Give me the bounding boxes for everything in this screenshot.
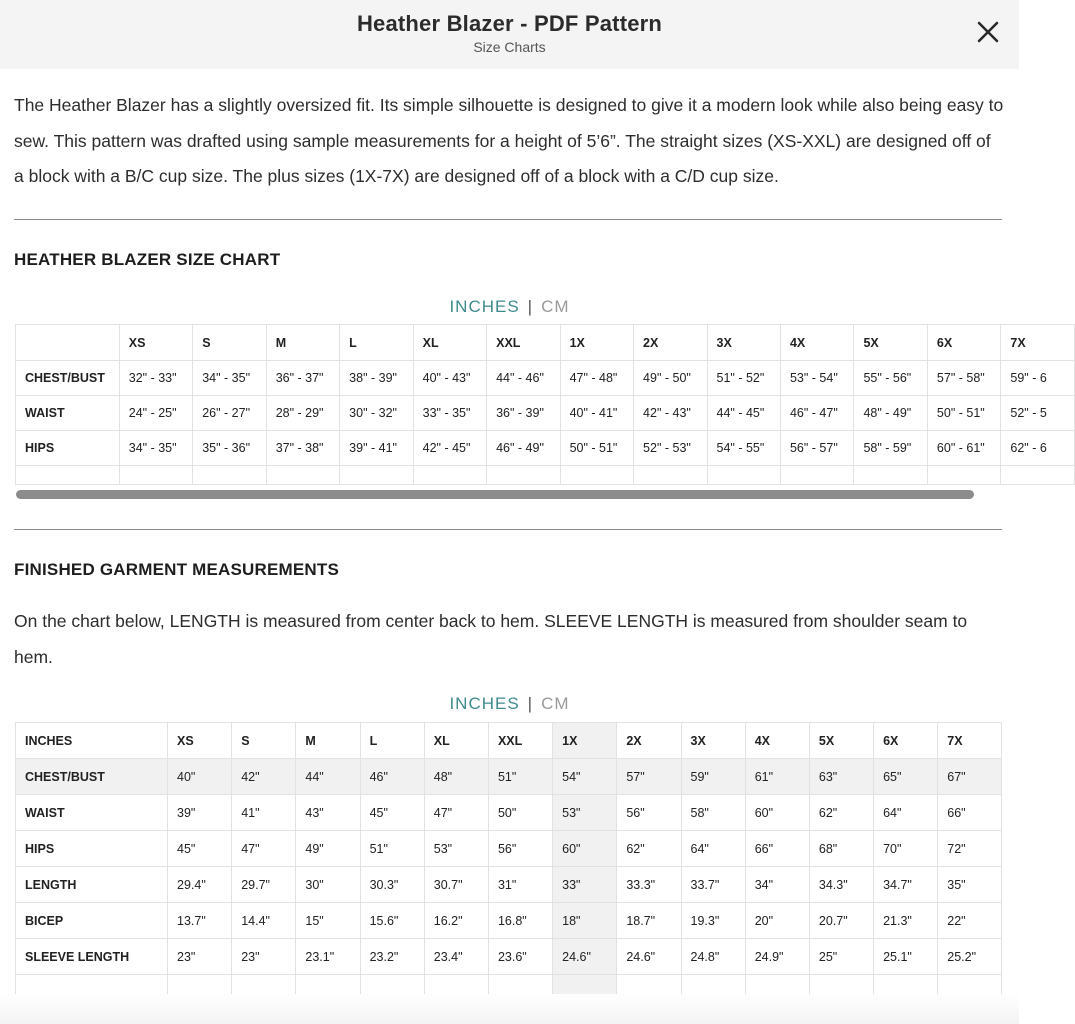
table-cell: 46" - 47" xyxy=(780,396,853,431)
table-cell: 56" xyxy=(617,795,681,831)
table-row xyxy=(16,431,1075,466)
column-header: XXL xyxy=(488,723,552,759)
unit-inches-tab[interactable]: INCHES xyxy=(449,694,520,713)
table-cell: 37" - 38" xyxy=(266,431,339,466)
table-cell: 64" xyxy=(681,831,745,867)
empty-row xyxy=(16,466,1075,485)
table-cell: 72" xyxy=(938,831,1002,867)
table-cell: 44" - 46" xyxy=(487,361,560,396)
column-header: 6X xyxy=(874,723,938,759)
table-cell: 18.7" xyxy=(617,903,681,939)
table-cell: 65" xyxy=(874,759,938,795)
table-cell: 16.2" xyxy=(424,903,488,939)
table-cell: 60" xyxy=(553,831,617,867)
table-cell xyxy=(745,975,809,995)
column-header: XL xyxy=(424,723,488,759)
table-cell: 63" xyxy=(809,759,873,795)
table-cell xyxy=(360,975,424,995)
table-header-row xyxy=(16,723,1002,759)
table-cell: 59" - 6 xyxy=(1001,361,1075,396)
table-cell xyxy=(707,466,780,485)
row-label: CHEST/BUST xyxy=(16,759,168,795)
table-cell: 48" - 49" xyxy=(854,396,927,431)
table-cell: 67" xyxy=(938,759,1002,795)
table-cell: 38" - 39" xyxy=(340,361,413,396)
table-cell xyxy=(874,975,938,995)
column-header: 3X xyxy=(681,723,745,759)
table-cell: 33" - 35" xyxy=(413,396,486,431)
table-cell: 18" xyxy=(553,903,617,939)
size-chart-table xyxy=(15,324,1075,485)
table-cell: 68" xyxy=(809,831,873,867)
column-header: XL xyxy=(413,325,486,361)
table-cell: 19.3" xyxy=(681,903,745,939)
column-header: 6X xyxy=(927,325,1000,361)
table-cell xyxy=(340,466,413,485)
table-row xyxy=(16,903,1002,939)
table-cell: 50" - 51" xyxy=(560,431,633,466)
table-cell: 43" xyxy=(296,795,360,831)
table-cell: 24.9" xyxy=(745,939,809,975)
column-header: 5X xyxy=(854,325,927,361)
table-cell xyxy=(266,466,339,485)
table-cell xyxy=(938,975,1002,995)
table-row xyxy=(16,795,1002,831)
table-cell: 13.7" xyxy=(168,903,232,939)
table-cell: 30.3" xyxy=(360,867,424,903)
table-cell: 20.7" xyxy=(809,903,873,939)
size-chart-unit-toggle xyxy=(0,297,1019,317)
table-cell: 33" xyxy=(553,867,617,903)
table-cell: 46" - 49" xyxy=(487,431,560,466)
table-cell: 25.2" xyxy=(938,939,1002,975)
table-cell xyxy=(1001,466,1075,485)
unit-separator: | xyxy=(527,297,534,316)
table-cell: 21.3" xyxy=(874,903,938,939)
garment-table-area xyxy=(15,722,1002,995)
table-cell: 23.6" xyxy=(488,939,552,975)
table-cell: 50" - 51" xyxy=(927,396,1000,431)
table-cell: 30.7" xyxy=(424,867,488,903)
table-cell: 58" xyxy=(681,795,745,831)
divider xyxy=(14,219,1002,220)
unit-inches-tab[interactable]: INCHES xyxy=(449,297,520,316)
column-header: 7X xyxy=(938,723,1002,759)
table-cell: 40" - 43" xyxy=(413,361,486,396)
table-cell: 44" - 45" xyxy=(707,396,780,431)
table-cell xyxy=(617,975,681,995)
table-cell: 24.8" xyxy=(681,939,745,975)
column-header: S xyxy=(232,723,296,759)
table-row xyxy=(16,867,1002,903)
table-cell: 30" xyxy=(296,867,360,903)
modal-title: Heather Blazer - PDF Pattern xyxy=(356,11,663,36)
column-header: 7X xyxy=(1001,325,1075,361)
table-cell: 23" xyxy=(168,939,232,975)
column-header: 3X xyxy=(707,325,780,361)
table-cell: 39" - 41" xyxy=(340,431,413,466)
table-cell xyxy=(553,975,617,995)
table-cell: 34" - 35" xyxy=(193,361,266,396)
table-cell: 25.1" xyxy=(874,939,938,975)
divider xyxy=(14,529,1002,530)
table-cell: 52" - 53" xyxy=(634,431,707,466)
unit-cm-tab[interactable]: CM xyxy=(541,297,570,316)
table-cell xyxy=(854,466,927,485)
intro-text: The Heather Blazer has a slightly oversized fit. Its simple silhouette is designed to give it a modern look while also being easy to sew. This pattern was drafted using sample measurements for a height of 5’6”. The straight sizes (XS-XXL) are designed off of a block with a B/C cup size. The plus sizes (1X-7X) are designed off of a block with a C/D cup size. xyxy=(14,95,1004,186)
column-header: 4X xyxy=(745,723,809,759)
table-cell xyxy=(681,975,745,995)
table-cell: 51" - 52" xyxy=(707,361,780,396)
table-cell: 44" xyxy=(296,759,360,795)
table-cell: 53" xyxy=(424,831,488,867)
table-cell: 61" xyxy=(745,759,809,795)
table-cell: 33.7" xyxy=(681,867,745,903)
table-cell: 36" - 39" xyxy=(487,396,560,431)
table-cell: 62" xyxy=(809,795,873,831)
table-row xyxy=(16,361,1075,396)
column-header: 1X xyxy=(553,723,617,759)
table-cell: 33.3" xyxy=(617,867,681,903)
table-cell: 47" xyxy=(424,795,488,831)
table-cell xyxy=(232,975,296,995)
table-cell: 60" - 61" xyxy=(927,431,1000,466)
table-cell xyxy=(413,466,486,485)
table-cell: 46" xyxy=(360,759,424,795)
table-cell: 34.3" xyxy=(809,867,873,903)
table-cell xyxy=(16,466,120,485)
table-cell: 53" xyxy=(553,795,617,831)
table-cell: 56" xyxy=(488,831,552,867)
column-header: 4X xyxy=(780,325,853,361)
table-cell: 51" xyxy=(488,759,552,795)
table-cell: 62" - 6 xyxy=(1001,431,1075,466)
corner-cell xyxy=(16,325,120,361)
table-cell: 54" - 55" xyxy=(707,431,780,466)
scrollbar-thumb[interactable] xyxy=(16,490,974,499)
table-cell: 56" - 57" xyxy=(780,431,853,466)
table-cell: 24.6" xyxy=(617,939,681,975)
column-header: XS xyxy=(168,723,232,759)
empty-row xyxy=(16,975,1002,995)
column-header: 5X xyxy=(809,723,873,759)
table-cell: 23.1" xyxy=(296,939,360,975)
garment-table xyxy=(15,722,1002,995)
table-cell xyxy=(560,466,633,485)
table-cell: 70" xyxy=(874,831,938,867)
table-cell: 15.6" xyxy=(360,903,424,939)
column-header: M xyxy=(266,325,339,361)
column-header: 2X xyxy=(617,723,681,759)
table-cell: 15" xyxy=(296,903,360,939)
table-cell: 22" xyxy=(938,903,1002,939)
table-cell: 24.6" xyxy=(553,939,617,975)
table-cell: 29.4" xyxy=(168,867,232,903)
table-cell: 57" - 58" xyxy=(927,361,1000,396)
table-row xyxy=(16,831,1002,867)
row-label: WAIST xyxy=(16,795,168,831)
column-header: S xyxy=(193,325,266,361)
column-header: 1X xyxy=(560,325,633,361)
table-cell: 32" - 33" xyxy=(119,361,192,396)
table-cell: 26" - 27" xyxy=(193,396,266,431)
table-cell xyxy=(634,466,707,485)
table-cell: 28" - 29" xyxy=(266,396,339,431)
garment-note: On the chart below, LENGTH is measured from center back to hem. SLEEVE LENGTH is measured from shoulder seam to hem. xyxy=(14,611,968,667)
table-cell: 20" xyxy=(745,903,809,939)
modal-header xyxy=(0,0,1019,69)
close-icon xyxy=(972,16,1004,48)
row-label: BICEP xyxy=(16,903,168,939)
table-cell xyxy=(16,975,168,995)
table-cell: 25" xyxy=(809,939,873,975)
table-cell: 42" xyxy=(232,759,296,795)
garment-heading: FINISHED GARMENT MEASUREMENTS xyxy=(14,560,340,579)
table-cell xyxy=(488,975,552,995)
table-cell: 45" xyxy=(168,831,232,867)
table-cell: 34" xyxy=(745,867,809,903)
table-cell: 53" - 54" xyxy=(780,361,853,396)
table-cell: 23.2" xyxy=(360,939,424,975)
unit-cm-tab[interactable]: CM xyxy=(541,694,570,713)
table-cell: 55" - 56" xyxy=(854,361,927,396)
row-label: LENGTH xyxy=(16,867,168,903)
column-header: XS xyxy=(119,325,192,361)
table-cell: 31" xyxy=(488,867,552,903)
table-cell xyxy=(296,975,360,995)
bottom-fade xyxy=(0,994,1019,1024)
table-cell: 52" - 5 xyxy=(1001,396,1075,431)
table-cell: 49" xyxy=(296,831,360,867)
table-cell: 60" xyxy=(745,795,809,831)
table-cell: 35" - 36" xyxy=(193,431,266,466)
table-cell: 34.7" xyxy=(874,867,938,903)
table-cell: 45" xyxy=(360,795,424,831)
table-cell xyxy=(168,975,232,995)
table-cell xyxy=(780,466,853,485)
column-header: XXL xyxy=(487,325,560,361)
table-cell: 39" xyxy=(168,795,232,831)
modal-subtitle: Size Charts xyxy=(473,39,546,55)
column-header: 2X xyxy=(634,325,707,361)
table-cell: 47" - 48" xyxy=(560,361,633,396)
table-cell: 66" xyxy=(745,831,809,867)
table-cell: 36" - 37" xyxy=(266,361,339,396)
table-cell xyxy=(487,466,560,485)
size-chart-heading: HEATHER BLAZER SIZE CHART xyxy=(14,250,281,269)
table-cell: 16.8" xyxy=(488,903,552,939)
table-cell xyxy=(927,466,1000,485)
table-cell: 48" xyxy=(424,759,488,795)
table-cell: 54" xyxy=(553,759,617,795)
table-cell: 49" - 50" xyxy=(634,361,707,396)
table-row xyxy=(16,396,1075,431)
column-header: L xyxy=(340,325,413,361)
table-cell: 34" - 35" xyxy=(119,431,192,466)
horizontal-scrollbar[interactable] xyxy=(15,488,1002,502)
table-cell: 42" - 43" xyxy=(634,396,707,431)
table-cell xyxy=(119,466,192,485)
table-row xyxy=(16,759,1002,795)
row-label: HIPS xyxy=(16,831,168,867)
table-cell: 58" - 59" xyxy=(854,431,927,466)
table-cell: 62" xyxy=(617,831,681,867)
table-cell: 40" xyxy=(168,759,232,795)
table-cell: 29.7" xyxy=(232,867,296,903)
table-cell: 30" - 32" xyxy=(340,396,413,431)
table-cell xyxy=(193,466,266,485)
table-cell: 42" - 45" xyxy=(413,431,486,466)
table-cell: 23" xyxy=(232,939,296,975)
row-label: WAIST xyxy=(16,396,120,431)
table-header-row xyxy=(16,325,1075,361)
table-row xyxy=(16,939,1002,975)
column-header: M xyxy=(296,723,360,759)
unit-separator: | xyxy=(527,694,534,713)
table-cell: 66" xyxy=(938,795,1002,831)
table-cell: 24" - 25" xyxy=(119,396,192,431)
table-cell: 59" xyxy=(681,759,745,795)
garment-unit-toggle xyxy=(0,694,1019,714)
table-cell: 57" xyxy=(617,759,681,795)
row-label: SLEEVE LENGTH xyxy=(16,939,168,975)
close-button[interactable] xyxy=(972,16,1004,48)
table-cell: 51" xyxy=(360,831,424,867)
table-cell: 14.4" xyxy=(232,903,296,939)
table-cell: 64" xyxy=(874,795,938,831)
table-cell: 47" xyxy=(232,831,296,867)
row-label: HIPS xyxy=(16,431,120,466)
row-label: CHEST/BUST xyxy=(16,361,120,396)
table-cell xyxy=(809,975,873,995)
table-cell: 35" xyxy=(938,867,1002,903)
table-cell: 23.4" xyxy=(424,939,488,975)
column-header: L xyxy=(360,723,424,759)
table-cell: 40" - 41" xyxy=(560,396,633,431)
table-cell: 50" xyxy=(488,795,552,831)
size-chart-scroll-area[interactable] xyxy=(15,324,1047,488)
table-cell: 41" xyxy=(232,795,296,831)
table-cell xyxy=(424,975,488,995)
corner-cell: INCHES xyxy=(16,723,168,759)
